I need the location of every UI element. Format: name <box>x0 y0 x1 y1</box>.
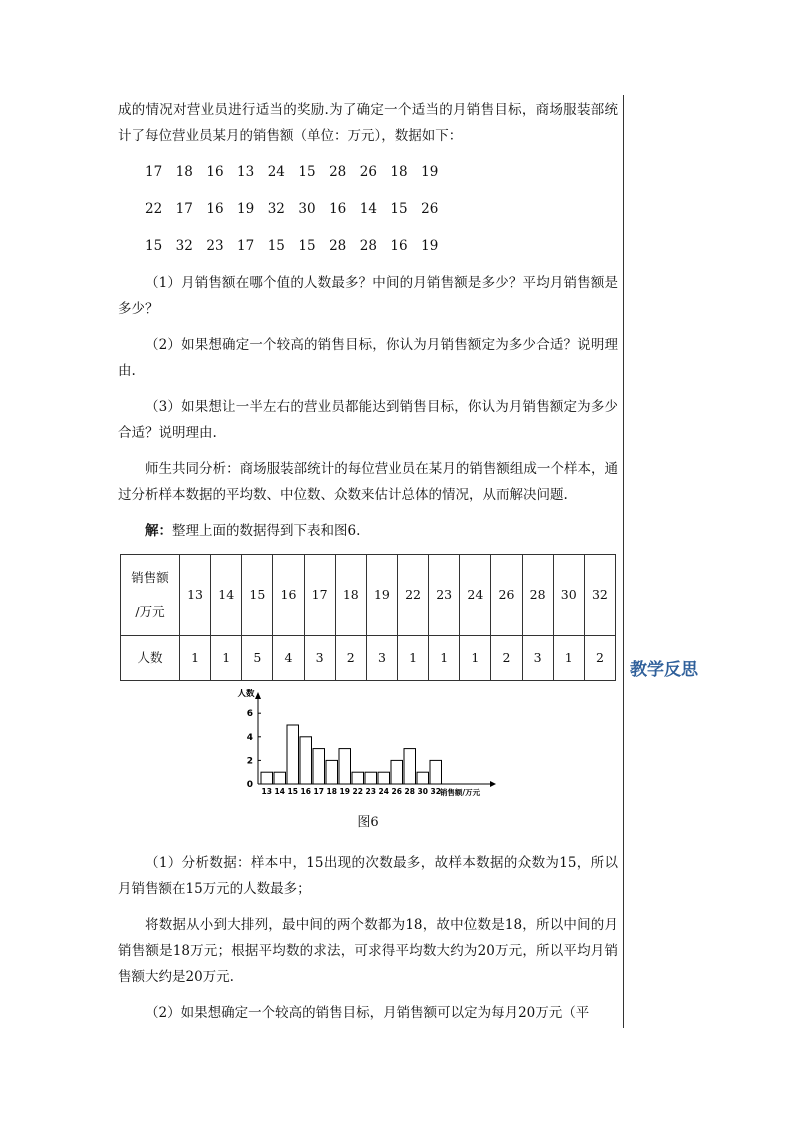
chart-caption: 图6 <box>357 815 379 830</box>
bar <box>365 772 377 784</box>
margin-divider <box>623 95 624 1028</box>
x-tick-label: 19 <box>339 787 350 796</box>
question-3: （3）如果想让一半左右的营业员都能达到销售目标，你认为月销售额定为多少合适？说明理由. <box>118 399 618 441</box>
table-cell-sales: 23 <box>429 555 460 636</box>
bar <box>430 760 442 784</box>
bar <box>274 772 286 784</box>
x-axis-arrow <box>490 781 496 787</box>
y-axis-arrow <box>255 692 261 699</box>
bar <box>404 749 416 784</box>
bar <box>378 772 390 784</box>
table-cell-sales: 22 <box>397 555 428 636</box>
data-row-2: 22 17 16 19 32 30 16 14 15 26 <box>145 201 439 217</box>
table-cell-sales: 18 <box>335 555 366 636</box>
table-cell-sales: 24 <box>460 555 491 636</box>
bar <box>391 760 403 784</box>
document-body <box>118 97 618 1036</box>
x-axis-label: 销售额/万元 <box>439 788 481 797</box>
table-cell-count: 5 <box>242 636 273 681</box>
table-cell-count: 1 <box>553 636 584 681</box>
bar <box>313 749 325 784</box>
sidebar-title: 教学反思 <box>630 660 698 680</box>
bar <box>287 725 299 784</box>
table-cell-count: 1 <box>429 636 460 681</box>
data-row-3: 15 32 23 17 15 15 28 28 16 19 <box>145 238 439 254</box>
table-cell-sales: 28 <box>522 555 553 636</box>
y-tick-label: 2 <box>246 756 253 767</box>
table-cell-sales: 14 <box>211 555 242 636</box>
answer-2: （2）如果想确定一个较高的销售目标，月销售额可以定为每月20万元（平 <box>145 1005 590 1021</box>
y-tick-label: 0 <box>246 780 253 790</box>
x-tick-label: 14 <box>274 787 285 796</box>
x-tick-label: 23 <box>365 787 376 796</box>
header-label-1: 销售额 <box>131 570 169 585</box>
table-cell-sales: 26 <box>491 555 522 636</box>
bar <box>326 760 338 784</box>
x-tick-label: 30 <box>417 787 428 796</box>
table-cell-count: 2 <box>335 636 366 681</box>
table-cell-count: 3 <box>304 636 335 681</box>
table-cell-sales: 16 <box>273 555 304 636</box>
table-row-sales <box>121 555 616 636</box>
answer-1: （1）分析数据：样本中，15出现的次数最多，故样本数据的众数为15，所以月销售额在15万元的人数最多； <box>118 855 618 897</box>
y-tick-label: 4 <box>246 732 253 743</box>
table-cell-count: 4 <box>273 636 304 681</box>
solution-intro <box>118 518 618 544</box>
table-cell-count: 3 <box>366 636 397 681</box>
bar <box>339 749 351 784</box>
table-cell-sales: 32 <box>584 555 615 636</box>
sales-bar-chart <box>228 689 498 804</box>
table-cell-count: 1 <box>397 636 428 681</box>
table-cell-sales: 13 <box>180 555 211 636</box>
x-tick-label: 17 <box>313 787 324 796</box>
solution-text: 整理上面的数据得到下表和图6. <box>172 523 361 539</box>
analysis-paragraph: 师生共同分析：商场服装部统计的每位营业员在某月的销售额组成一个样本，通过分析样本数据的平均数、中位数、众数来估计总体的情况，从而解决问题. <box>118 461 618 503</box>
table-cell-sales: 15 <box>242 555 273 636</box>
sales-table <box>120 554 616 681</box>
x-tick-label: 15 <box>287 787 298 796</box>
data-row-1: 17 18 16 13 24 15 28 26 18 19 <box>145 164 439 180</box>
table-cell-count: 2 <box>491 636 522 681</box>
y-tick-label: 6 <box>246 709 253 720</box>
question-2: （2）如果想确定一个较高的销售目标，你认为月销售额定为多少合适？说明理由. <box>118 337 618 379</box>
bar <box>417 772 429 784</box>
table-cell-sales: 17 <box>304 555 335 636</box>
x-tick-label: 16 <box>300 787 311 796</box>
x-tick-label: 24 <box>378 787 389 796</box>
x-tick-label: 32 <box>430 787 441 796</box>
answer-1b: 将数据从小到大排列，最中间的两个数都为18，故中位数是18，所以中间的月销售额是18万元；根据平均数的求法，可求得平均数大约为20万元，所以平均月销售额大约是20万元. <box>118 917 618 985</box>
x-tick-label: 22 <box>352 787 363 796</box>
table-cell-count: 1 <box>211 636 242 681</box>
bar <box>352 772 364 784</box>
bar <box>300 737 312 784</box>
bar <box>261 772 273 784</box>
question-1: （1）月销售额在哪个值的人数最多？中间的月销售额是多少？平均月销售额是多少？ <box>118 275 618 317</box>
x-tick-label: 28 <box>404 787 415 796</box>
table-cell-sales: 19 <box>366 555 397 636</box>
solution-label: 解： <box>145 523 172 539</box>
x-tick-label: 26 <box>391 787 402 796</box>
table-cell-sales: 30 <box>553 555 584 636</box>
table-header-count: 人数 <box>121 636 180 681</box>
table-cell-count: 1 <box>460 636 491 681</box>
table-header-sales <box>121 555 180 636</box>
y-axis-label: 人数 <box>237 689 255 699</box>
table-cell-count: 2 <box>584 636 615 681</box>
x-tick-label: 13 <box>261 787 272 796</box>
table-cell-count: 3 <box>522 636 553 681</box>
table-row-counts <box>121 636 616 681</box>
table-cell-count: 1 <box>180 636 211 681</box>
x-tick-label: 18 <box>326 787 337 796</box>
intro-paragraph: 成的情况对营业员进行适当的奖励.为了确定一个适当的月销售目标，商场服装部统计了每位营业员某月的销售额（单位：万元），数据如下： <box>118 102 618 144</box>
header-label-2: /万元 <box>135 604 165 619</box>
